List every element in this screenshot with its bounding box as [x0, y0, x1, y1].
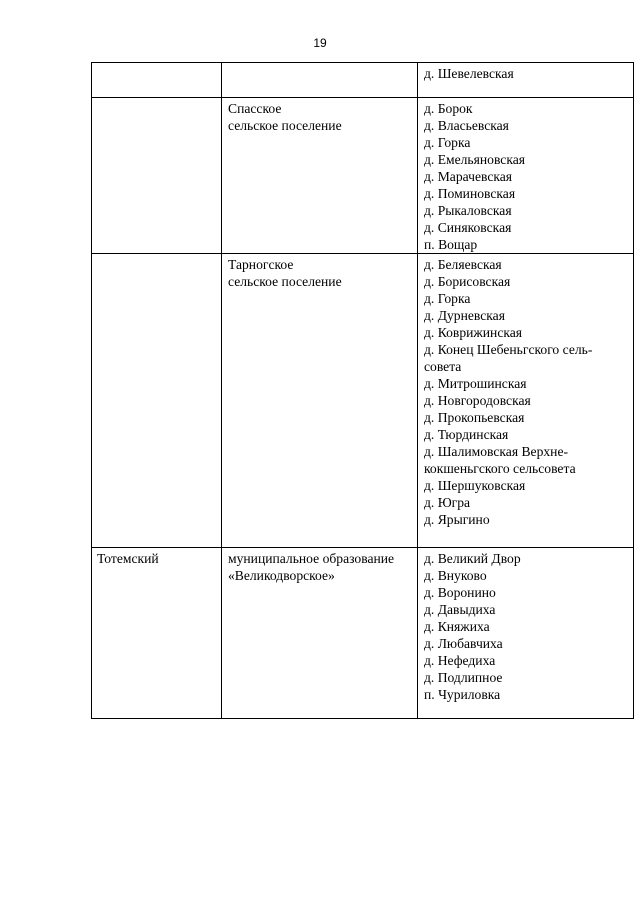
- page-number: 19: [313, 36, 327, 50]
- village-item: д. Емельяновская: [424, 152, 526, 167]
- municipality-name-line: «Великодворское»: [228, 568, 335, 583]
- villages-cell: [418, 63, 634, 98]
- village-item: д. Коврижинская: [424, 325, 523, 340]
- village-item: совета: [424, 359, 462, 374]
- village-item: д. Княжиха: [424, 619, 490, 634]
- village-item: д. Давыдиха: [424, 602, 496, 617]
- villages-cell: [418, 548, 634, 719]
- village-item: д. Великий Двор: [424, 551, 521, 566]
- village-item: д. Любавчиха: [424, 636, 503, 651]
- village-item: д. Горка: [424, 135, 471, 150]
- village-list: [418, 548, 633, 703]
- village-item: кокшеньгского сельсовета: [424, 461, 576, 476]
- village-item: д. Подлипное: [424, 670, 503, 685]
- municipality-cell: [222, 98, 418, 254]
- village-list: [418, 63, 633, 82]
- district-name: [92, 63, 221, 65]
- village-item: д. Конец Шебеньгского сель-: [424, 342, 593, 357]
- district-name: [92, 254, 221, 256]
- table-row: [92, 254, 634, 548]
- municipality-cell: [222, 63, 418, 98]
- village-item: д. Рыкаловская: [424, 203, 512, 218]
- municipality-name-line: муниципальное образование: [228, 551, 395, 566]
- village-item: п. Вощар: [424, 237, 478, 252]
- village-item: д. Воронино: [424, 585, 496, 600]
- villages-cell: [418, 98, 634, 254]
- municipality-name: [222, 254, 417, 290]
- village-item: д. Шершуковская: [424, 478, 526, 493]
- table-row: [92, 548, 634, 719]
- district-cell: [92, 254, 222, 548]
- village-item: д. Дурневская: [424, 308, 505, 323]
- settlements-table: [91, 62, 634, 719]
- village-list: [418, 254, 633, 528]
- district-name: Тотемский: [97, 551, 159, 566]
- village-item: д. Власьевская: [424, 118, 509, 133]
- village-item: д. Югра: [424, 495, 471, 510]
- village-item: д. Тюрдинская: [424, 427, 509, 442]
- village-item: д. Марачевская: [424, 169, 513, 184]
- village-item: д. Синяковская: [424, 220, 512, 235]
- village-item: д. Шалимовская Верхне-: [424, 444, 569, 459]
- municipality-name-line: сельское поселение: [228, 274, 342, 289]
- village-item: д. Нефедиха: [424, 653, 496, 668]
- table-row: [92, 98, 634, 254]
- municipality-name: [222, 98, 417, 134]
- municipality-name-line: Тарногское: [228, 257, 294, 272]
- municipality-name-line: Спасское: [228, 101, 282, 116]
- municipality-name-line: сельское поселение: [228, 118, 342, 133]
- municipality-cell: [222, 254, 418, 548]
- village-item: д. Прокопьевская: [424, 410, 525, 425]
- village-item: д. Поминовская: [424, 186, 516, 201]
- municipality-name: [222, 548, 417, 584]
- table-row: [92, 63, 634, 98]
- village-item: д. Новгородовская: [424, 393, 531, 408]
- village-item: п. Чуриловка: [424, 687, 501, 702]
- village-item: д. Внуково: [424, 568, 487, 583]
- municipality-name: [222, 63, 417, 65]
- village-item: д. Митрошинская: [424, 376, 527, 391]
- village-item: д. Борисовская: [424, 274, 511, 289]
- village-list: [418, 98, 633, 253]
- village-item: д. Шевелевская: [424, 66, 514, 81]
- municipality-cell: [222, 548, 418, 719]
- village-item: д. Ярыгино: [424, 512, 490, 527]
- villages-cell: [418, 254, 634, 548]
- village-item: д. Горка: [424, 291, 471, 306]
- district-cell: [92, 98, 222, 254]
- village-item: д. Борок: [424, 101, 473, 116]
- district-cell: [92, 63, 222, 98]
- village-item: д. Беляевская: [424, 257, 502, 272]
- district-cell: [92, 548, 222, 719]
- district-name: [92, 98, 221, 100]
